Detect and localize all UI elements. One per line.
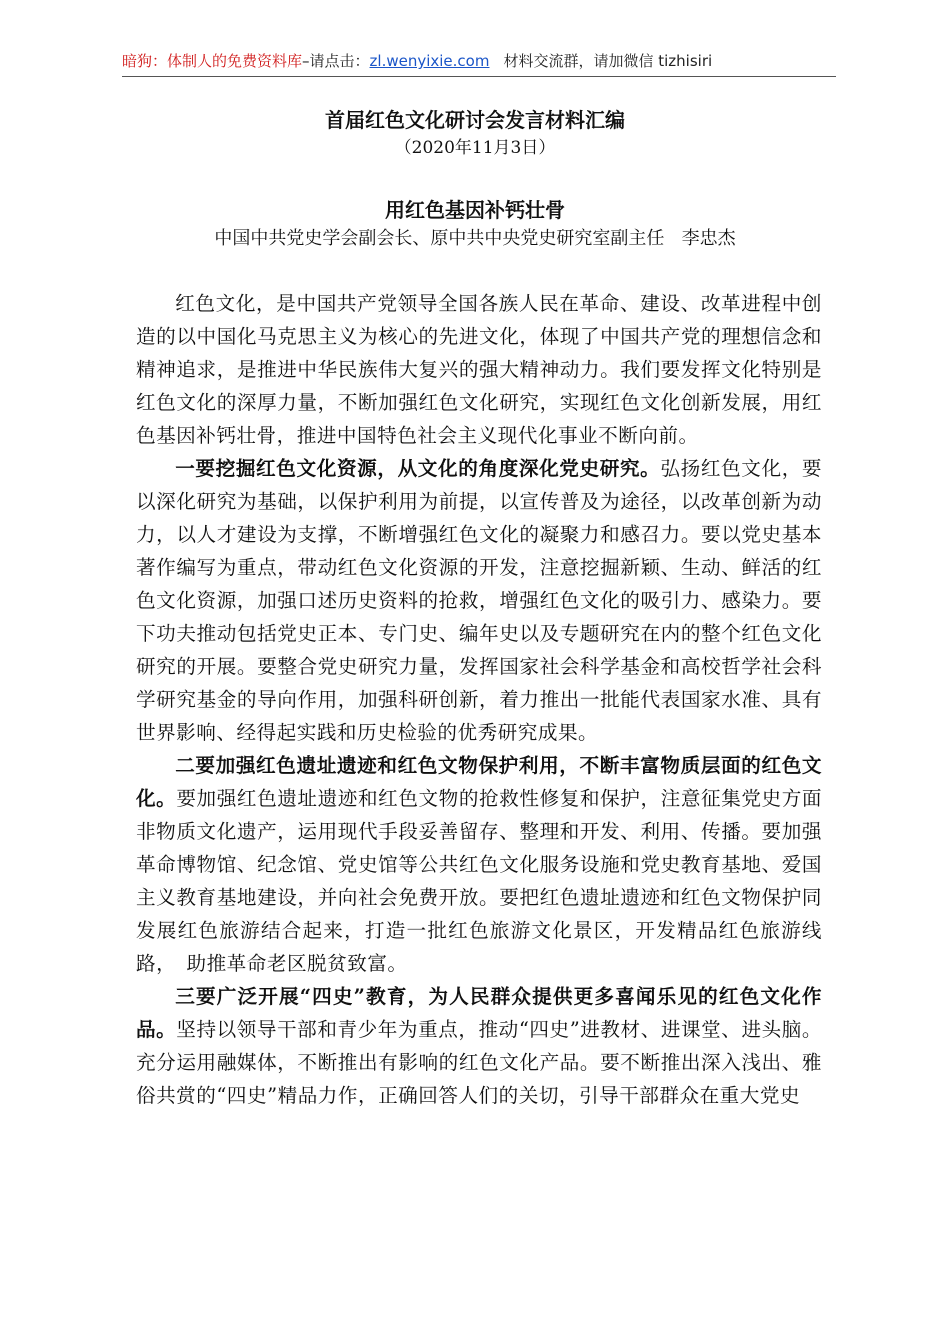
paragraph-text: 要加强红色遗址遗迹和红色文物的抢救性修复和保护，注意征集党史方面非物质文化遗产，运用现代手段妥善留存、整理和开发、利用、传播。要加强革命博物馆、纪念馆、党史馆等公共红色文化服务设施和党史教育基地、爱国主义教育基地建设，并向社会免费开放。要把红色遗址遗迹和红色文物保护同发展红色旅游结合起来，打造一批红色旅游文化景区，开发精品红色旅游线路， 助推革命老区脱贫致富。 [136, 787, 823, 975]
paragraph-text: 红色文化，是中国共产党领导全国各族人民在革命、建设、改革进程中创造的以中国化马克思主义为核心的先进文化，体现了中国共产党的理想信念和精神追求，是推进中华民族伟大复兴的强大精神动力。我们要发挥文化特别是红色文化的深厚力量，不断加强红色文化研究，实现红色文化创新发展，用红色基因补钙壮骨，推进中国特色社会主义现代化事业不断向前。 [136, 292, 822, 447]
paragraph [136, 287, 822, 452]
article-body [136, 287, 843, 1112]
header-contact: 材料交流群，请加微信 tizhisiri [503, 52, 713, 70]
document-title: 首届红色文化研讨会发言材料汇编 [325, 108, 625, 132]
document-date: （2020年11月3日） [394, 138, 556, 158]
article-title: 用红色基因补钙壮骨 [385, 198, 565, 222]
paragraph [136, 749, 822, 980]
header-prompt: –请点击： [302, 52, 370, 70]
header-divider [122, 76, 836, 77]
paragraph [136, 452, 843, 749]
page-header [122, 50, 836, 72]
header-brand: 暗狗：体制人的免费资料库 [122, 52, 303, 70]
paragraph [136, 980, 822, 1112]
paragraph-lead: 一要挖掘红色文化资源，从文化的角度深化党史研究。 [175, 457, 661, 480]
paragraph-text: 坚持以领导干部和青少年为重点，推动“四史”进教材、进课堂、进头脑。充分运用融媒体，不断推出有影响的红色文化产品。要不断推出深入浅出、雅俗共赏的“四史”精品力作，正确回答人们的关切，引导干部群众在重大党史 [136, 1018, 822, 1107]
article-author: 中国中共党史学会副会长、原中共中央党史研究室副主任 李忠杰 [214, 228, 736, 249]
header-link[interactable]: zl.wenyixie.com [369, 52, 490, 70]
paragraph-lead: 三要广泛开展“四史”教育，为人民群众提供更多喜闻乐见的红色文化作品。 [136, 985, 822, 1041]
paragraph-text: 弘扬红色文化，要 以深化研究为基础，以保护利用为前提，以宣传普及为途径，以改革创新为动力，以人才建设为支撑，不断增强红色文化的凝聚力和感召力。要以党史基本著作编写为重点，带动红色文化资源的开发，注意挖掘新颖、生动、鲜活的红色文化资源，加强口述历史资料的抢救，增强红色文化的吸引力、感染力。要下功夫推动包括党史正本、专门史、编年史以及专题研究在内的整个红色文化研究的开展。要整合党史研究力量，发挥国家社会科学基金和高校哲学社会科学研究基金的导向作用，加强科研创新，着力推出一批能代表国家水准、具有世界影响、经得起实践和历史检验的优秀研究成果。 [136, 457, 843, 744]
paragraph-lead: 二要加强红色遗址遗迹和红色文物保护利用，不断丰富物质层面的红色文化。 [136, 754, 822, 810]
